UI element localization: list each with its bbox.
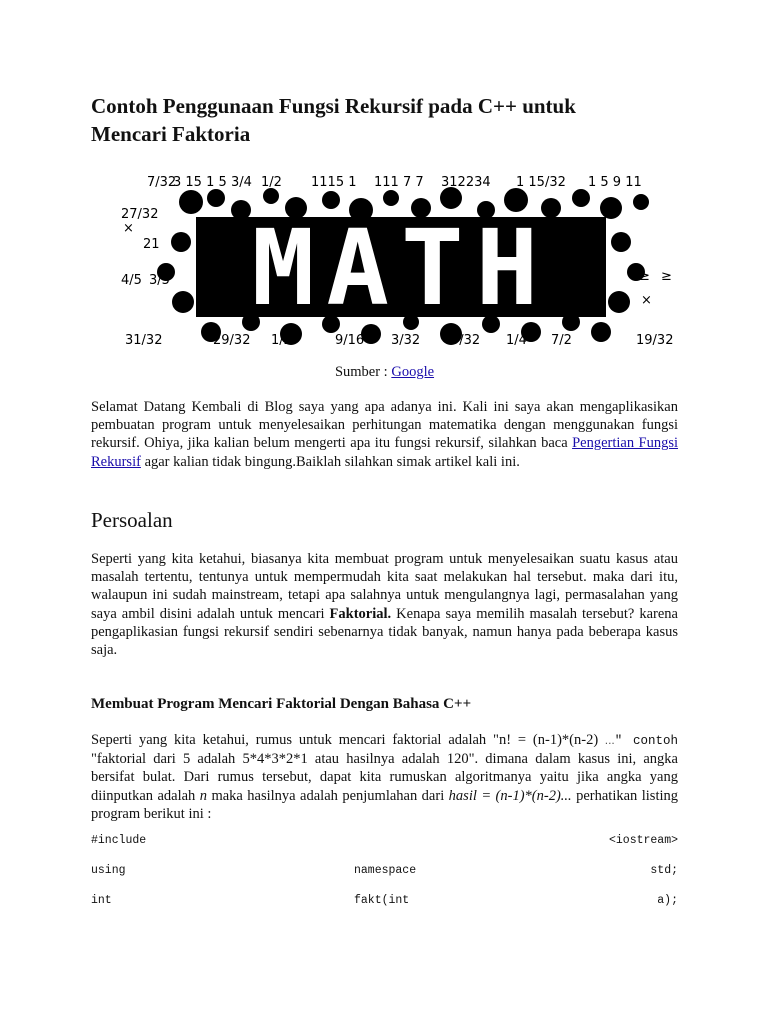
banner-fraction: 5/32 — [451, 333, 481, 348]
banner-fraction: × — [123, 221, 134, 236]
code-line — [91, 834, 678, 852]
code-token: std; — [650, 864, 678, 877]
section-heading-persoalan: Persoalan — [91, 508, 173, 532]
subheading-program: Membuat Program Mencari Faktorial Dengan Bahasa C++ — [91, 696, 472, 712]
code-token: namespace — [354, 864, 417, 877]
image-caption — [91, 362, 678, 382]
pengertian-fungsi-rekursif-link[interactable]: Pengertian Fungsi Rekursif — [91, 435, 678, 470]
banner-fraction: 4/5 — [121, 273, 142, 288]
banner-fraction: 3 15 1 5 — [173, 175, 227, 190]
article-title: Contoh Penggunaan Fungsi Rekursif pada C++ untuk Mencari Faktoria — [91, 94, 576, 146]
persoalan-text: Seperti yang kita ketahui, biasanya kita membuat program untuk menyelesaikan suatu kasus atau masalah tertentu, tentunya untuk mempermudah kita saat melakukan hal tersebut. maka dari itu, walaupun ini sudah mainstream, tetapi apa salahnya untuk mengulangnya lagi, permasalahan yang saya ambil disini adalah untuk mencari — [91, 551, 678, 622]
banner-fraction: 1/2 — [261, 175, 282, 190]
math-banner-image — [121, 172, 681, 357]
banner-fraction: 111 7 7 — [374, 175, 424, 190]
banner-fraction: 1 5 9 11 — [588, 175, 642, 190]
google-source-link[interactable]: Google — [391, 364, 435, 380]
banner-fraction: 27/32 — [121, 207, 159, 222]
math-banner-graphic — [121, 172, 681, 357]
banner-fraction: 7/32 — [147, 175, 177, 190]
banner-fraction: 1/4 — [506, 333, 527, 348]
program-text-4: perhatikan listing program berikut ini : — [91, 787, 678, 822]
banner-fraction: 1115 1 — [311, 175, 357, 190]
banner-fraction: 3/5 — [149, 273, 170, 288]
banner-fraction: 3/4 — [231, 175, 252, 190]
code-line — [91, 864, 678, 882]
persoalan-paragraph — [91, 550, 678, 659]
caption-label: Sumber : — [334, 364, 392, 380]
program-paragraph — [91, 731, 678, 823]
banner-fraction: 31/32 — [125, 333, 163, 348]
code-token: fakt(int — [354, 894, 410, 907]
intro-text-end: agar kalian tidak bingung.Baiklah silahkan simak artikel kali ini. — [140, 453, 520, 470]
code-token: #include — [91, 834, 147, 847]
intro-text: Selamat Datang Kembali di Blog saya yang apa adanya ini. Kali ini saya akan mengaplikasikan pembuatan program untuk menyelesaikan perhitungan matematika dengan menggunakan fungsi rekursif. Ohiya, jika kalian belum mengerti apa itu fungsi rekursif, silahkan baca — [91, 399, 678, 452]
program-text: Seperti yang kita ketahui, rumus untuk mencari faktorial adalah "n! = (n-1)*(n-2) — [91, 732, 599, 748]
code-token: a); — [657, 894, 678, 907]
italic-formula: hasil = (n-1)*(n-2)... — [448, 787, 572, 804]
formula-ellipsis: ... — [598, 733, 615, 747]
banner-fraction: 312234 — [441, 175, 491, 190]
banner-fraction: 1 15/32 — [516, 175, 566, 190]
program-text-2: "faktorial dari 5 adalah 5*4*3*2*1 atau hasilnya adalah 120". dimana dalam kasus ini, angka bersifat bulat. Dari rumus tersebut, dapat kita rumuskan algoritmanya yaitu jika angka yang diinputkan adalah — [91, 751, 678, 804]
banner-fraction: 9/16 — [335, 333, 365, 348]
banner-fraction: × — [641, 293, 652, 308]
banner-fraction: ≥ — [661, 269, 672, 284]
italic-n: n — [199, 787, 207, 804]
banner-fraction: ≥ — [639, 269, 650, 284]
banner-fraction: 19/32 — [636, 333, 674, 348]
code-line — [91, 894, 678, 912]
formula-mono-text: " contoh — [614, 734, 678, 748]
code-token: int — [91, 894, 112, 907]
banner-fraction: 21 — [143, 237, 160, 252]
persoalan-text-end: Kenapa saya memilih masalah tersebut? karena pengaplikasian fungsi rekursif sendiri sebenarnya tidak banyak, namun hanya pada beberapa kasus saja. — [91, 605, 678, 659]
banner-fraction: 1/2 — [271, 333, 292, 348]
banner-fraction: 29/32 — [213, 333, 251, 348]
banner-math-word: MATH — [251, 207, 551, 329]
banner-fraction: 7/2 — [551, 333, 572, 348]
code-token: using — [91, 864, 126, 877]
program-text-3: maka hasilnya adalah penjumlahan dari — [207, 787, 449, 804]
code-token: <iostream> — [608, 834, 678, 847]
faktorial-bold: Faktorial. — [329, 605, 392, 622]
banner-fraction: 3/32 — [391, 333, 421, 348]
intro-paragraph — [91, 398, 678, 471]
